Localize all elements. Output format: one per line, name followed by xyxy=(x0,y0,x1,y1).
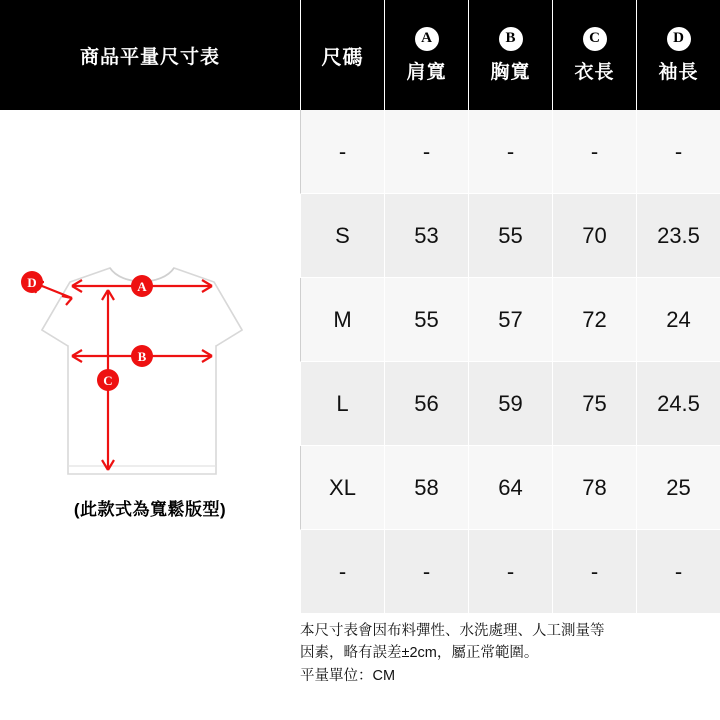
svg-text:B: B xyxy=(137,349,147,364)
badge-c-icon: C xyxy=(583,27,607,51)
table-row xyxy=(300,278,720,362)
cell-chest: - xyxy=(468,110,552,194)
header-label-length: 衣長 xyxy=(574,61,615,83)
badge-d-icon: D xyxy=(667,27,691,51)
illustration-panel xyxy=(0,110,300,720)
page-title: 商品平量尺寸表 xyxy=(79,46,220,68)
header-label-shoulder: 肩寬 xyxy=(406,61,447,83)
cell-size: - xyxy=(300,110,384,194)
header-cell-size xyxy=(300,0,384,110)
header-label-chest: 胸寬 xyxy=(490,61,531,83)
header-cell-sleeve xyxy=(636,0,720,110)
tshirt-svg xyxy=(10,260,290,500)
header-columns xyxy=(300,0,720,110)
cell-length: - xyxy=(552,110,636,194)
table-row xyxy=(300,530,720,614)
table-row xyxy=(300,362,720,446)
badge-b-icon: B xyxy=(499,27,523,51)
tshirt-diagram xyxy=(10,260,290,500)
header-cell-chest xyxy=(468,0,552,110)
cell-shoulder: 55 xyxy=(384,278,468,362)
header-label-size: 尺碼 xyxy=(321,46,364,69)
cell-size: L xyxy=(300,362,384,446)
fit-note: (此款式為寬鬆版型) xyxy=(73,500,227,519)
cell-sleeve: 23.5 xyxy=(636,194,720,278)
cell-sleeve: 25 xyxy=(636,446,720,530)
cell-chest: 64 xyxy=(468,446,552,530)
cell-length: 75 xyxy=(552,362,636,446)
cell-sleeve: - xyxy=(636,530,720,614)
cell-sleeve: - xyxy=(636,110,720,194)
cell-size: - xyxy=(300,530,384,614)
cell-chest: 59 xyxy=(468,362,552,446)
cell-shoulder: 58 xyxy=(384,446,468,530)
svg-text:A: A xyxy=(137,279,147,294)
disclaimer-line-3: 平量單位：CM xyxy=(300,667,396,684)
header-cell-shoulder xyxy=(384,0,468,110)
disclaimer-line-2: 因素，略有誤差±2cm，屬正常範圍。 xyxy=(300,645,539,662)
header-cell-length xyxy=(552,0,636,110)
cell-length: 78 xyxy=(552,446,636,530)
cell-shoulder: 56 xyxy=(384,362,468,446)
size-table xyxy=(300,110,720,614)
cell-sleeve: 24 xyxy=(636,278,720,362)
cell-chest: 57 xyxy=(468,278,552,362)
cell-shoulder: 53 xyxy=(384,194,468,278)
cell-shoulder: - xyxy=(384,110,468,194)
cell-length: 70 xyxy=(552,194,636,278)
cell-size: S xyxy=(300,194,384,278)
disclaimer-note xyxy=(300,620,715,687)
chart-header xyxy=(0,0,720,110)
badge-a-icon: A xyxy=(415,27,439,51)
cell-size: XL xyxy=(300,446,384,530)
cell-length: 72 xyxy=(552,278,636,362)
header-label-sleeve: 袖長 xyxy=(658,61,699,83)
table-row xyxy=(300,446,720,530)
svg-text:D: D xyxy=(27,275,37,290)
cell-sleeve: 24.5 xyxy=(636,362,720,446)
cell-size: M xyxy=(300,278,384,362)
svg-text:C: C xyxy=(103,373,113,388)
cell-length: - xyxy=(552,530,636,614)
cell-chest: 55 xyxy=(468,194,552,278)
disclaimer-line-1: 本尺寸表會因布料彈性、水洗處理、人工測量等 xyxy=(300,623,605,639)
cell-shoulder: - xyxy=(384,530,468,614)
cell-chest: - xyxy=(468,530,552,614)
table-row xyxy=(300,194,720,278)
table-row xyxy=(300,110,720,194)
